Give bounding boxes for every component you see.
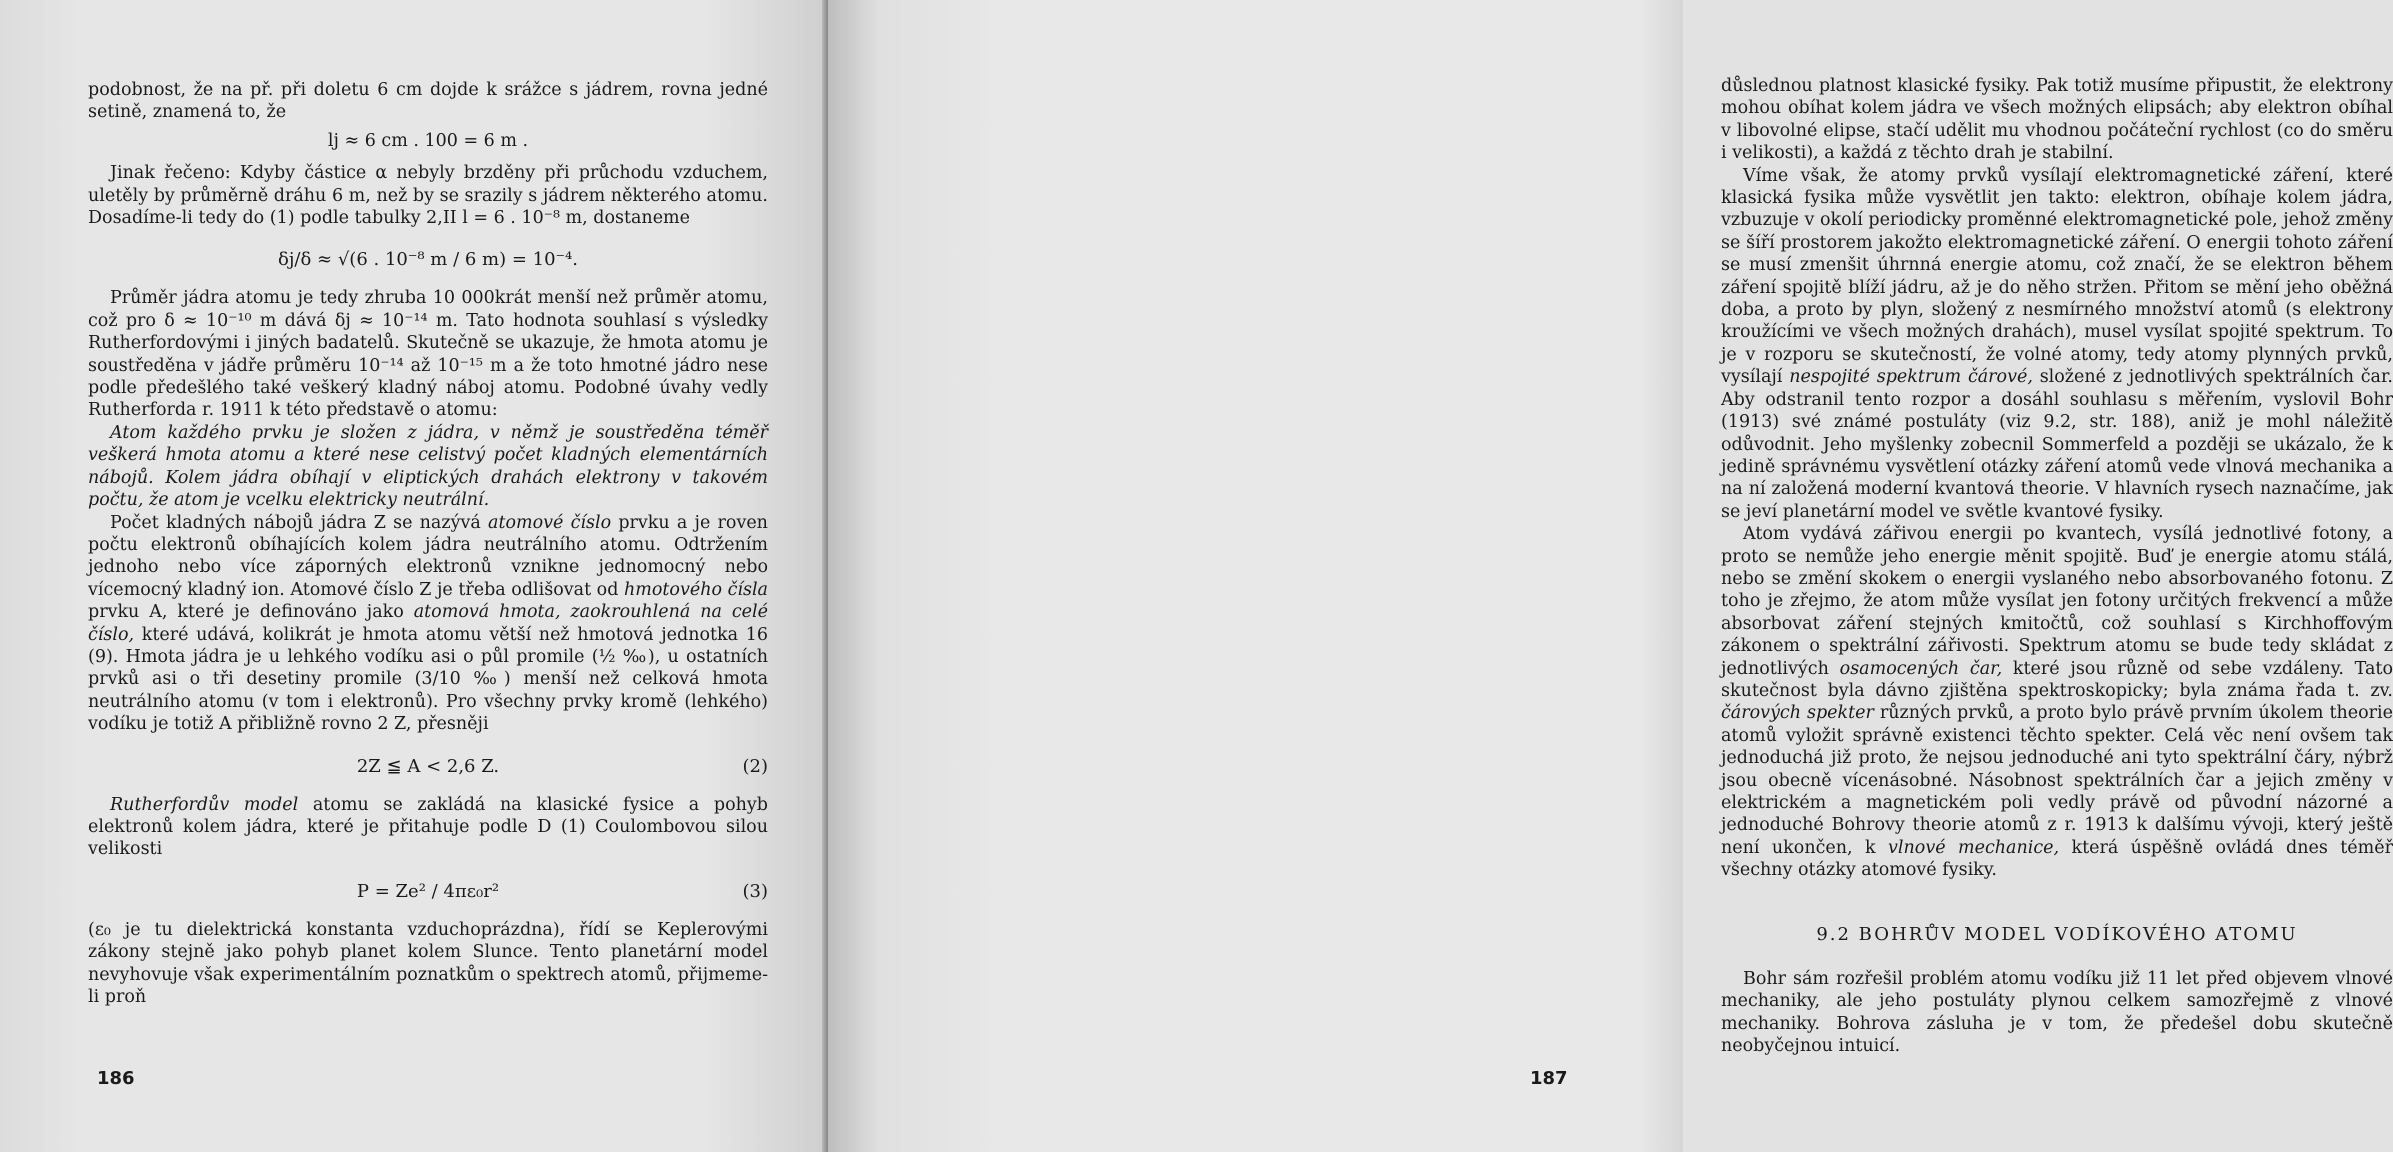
paragraph: důslednou platnost klasické fysiky. Pak totiž musíme připustit, že elektrony mohou obíhat kolem jádra ve všech možných elipsách; aby elektron obíhal v libovolné elipse, stačí udělit mu vhodnou počáteční rychlost (co do směru i velikosti), a každá z těchto drah je stabilní.	[1721, 76, 2393, 164]
text-run: prvku a je roven počtu elektronů obíhajících kolem jádra neutrálního atomu. Odtržením jednoho nebo více záporných elektronů vznikne jednomocný nebo vícemocný kladný ion. Atomové číslo Z je třeba odlišovat od	[88, 512, 768, 600]
left-page-text	[88, 79, 768, 1008]
term-atomic-mass: atomová hmota, zaokrouhlená na celé číslo,	[88, 602, 768, 645]
term-atomic-number: atomové číslo	[488, 512, 612, 533]
paragraph-atomic-number	[88, 512, 768, 736]
paragraph-quanta	[1721, 523, 2393, 882]
italic-definition	[88, 422, 768, 512]
term-line-spectrum: nespojité spektrum čárové,	[1789, 367, 2033, 388]
term-mass-number: hmotového čísla	[624, 579, 768, 600]
paragraph: Bohr sám rozřešil problém atomu vodíku již 11 let před objevem vlnové mechaniky, ale jeho postuláty plynou celkem samozřejmě z vlnové mechaniky. Bohrova zásluha je v tom, že předešel dobu skutečně neobyčejnou intuicí.	[1721, 969, 2393, 1057]
term-wave-mechanics: vlnové mechanice,	[1888, 837, 2060, 858]
right-page-text	[1721, 75, 2393, 1058]
paragraph: (ε₀ je tu dielektrická konstanta vzduchoprázdna), řídí se Keplerovými zákony stejně jako pohyb planet kolem Slunce. Tento planetární model nevyhovuje však experimentálním poznatkům o spektrech atomů, přijmeme-li proň	[88, 919, 768, 1007]
equation-lj: lj ≈ 6 cm . 100 = 6 m .	[327, 130, 529, 151]
paragraph-radiation	[1721, 165, 2393, 524]
italic-text: Atom každého prvku je složen z jádra, v němž je soustředěna téměř veškerá hmota atomu a které nese celistvý počet kladných elementárních nábojů. Kolem jádra obíhají v eliptických drahách elektrony v takovém počtu, že atom je vcelku elektricky neutrální.	[88, 422, 768, 511]
equation-body: 2Z ≦ A < 2,6 Z.	[356, 755, 500, 777]
equation-number: (3)	[742, 880, 768, 902]
right-page	[828, 0, 2393, 1152]
text-run: Atom vydává zářivou energii po kvantech, vysílá jednotlivé fotony, a proto se nemůže jeho energie měnit spojitě. Buď je energie atomu stálá, nebo se změní skokem o energii vyslaného nebo absorbovaného fotonu. Z toho je zřejmo, že atom může vysílat jen fotony určitých frekvencí a může absorbovat záření stejných kmitočtů, což souhlasí s Kirchhoffovým zákonem o spektrální zářivosti. Spektrum atomu se bude tedy skládat z jednotlivých	[1721, 524, 2393, 679]
equation-3	[88, 879, 768, 905]
text-run: atomu se zakládá na klasické fysice a pohyb elektronů kolem jádra, které je přitahuje podle D (1) Coulombovou silou velikosti	[88, 794, 768, 860]
text-run: prvku A, které je definováno jako	[88, 602, 404, 623]
page-number: 186	[97, 1068, 135, 1089]
text-run: Víme však, že atomy prvků vysílají elektromagnetické záření, které klasická fysika může vysvětlit jen takto: elektron, obíhaje kolem jádra, vzbuzuje v okolí periodicky proměnné elektromagnetické pole, jehož změny se šíří prostorem jakožto elektromagnetické záření. O energii tohoto záření se musí zmenšit úhrnná energie atomu, což značí, že se elektron během záření spojitě blíží jádru, až je do něho stržen. Přitom se mění jeho oběžná doba, a proto by plyn, složený z nesmírného množství atomů (s elektrony kroužícími ve všech možných drahách), musel vysílat spojité spektrum. To je v rozporu se skutečností, že volné atomy, tedy atomy plynných prvků, vysílají	[1721, 165, 2393, 388]
text-run: Počet kladných nábojů jádra Z se nazývá	[110, 512, 481, 533]
text-run: různých prvků, a proto bylo právě prvním úkolem theorie atomů vyložit správně existenci těchto spekter. Celá věc není ovšem tak jednoduchá již proto, že nejsou jednoduché ani tyto spektrální čáry, nýbrž jsou obecně vícenásobné. Násobnost spektrálních čar a jejich změny v elektrickém a magnetickém poli vedly právě od původní názorné a jednoduché Bohrovy theorie atomů z r. 1913 k dalšímu vývoji, který ještě není ukončen, k	[1721, 703, 2393, 858]
paragraph: podobnost, že na př. při doletu 6 cm dojde k srážce s jádrem, rovna jedné setině, znamená to, že	[88, 80, 768, 123]
equation-ratio: δj/δ ≈ √(6 . 10⁻⁸ m / 6 m) = 10⁻⁴.	[277, 249, 578, 271]
equation-2	[88, 754, 768, 780]
term-isolated-lines: osamocených čar,	[1839, 658, 2003, 679]
text-run: která úspěšně ovládá dnes téměř všechny otázky atomové fysiky.	[1721, 837, 2393, 881]
equation-number: (2)	[742, 755, 768, 777]
text-run: složené z jednotlivých spektrálních čar. Aby odstranil tento rozpor a dosáhl souhlasu s měřením, vyslovil Bohr (1913) své známé postuláty (viz 9.2, str. 188), aniž je mohl náležitě odůvodnit. Jeho myšlenky zobecnil Sommerfeld a později se ukázalo, že k jedině správnému vysvětlení otázky záření atomů vede vlnová mechanika a na ní založená moderní kvantová theorie. V hlavních rysech naznačíme, jak se jeví planetární model ve světle kvantové fysiky.	[1721, 367, 2393, 522]
paragraph: Jinak řečeno: Kdyby částice α nebyly brzděny při průchodu vzduchem, uletěly by průměrně dráhu 6 m, než by se srazily s jádrem některého atomu. Dosadíme-li tedy do (1) podle tabulky 2,II l = 6 . 10⁻⁸ m, dostaneme	[88, 163, 768, 229]
term-line-spectra: čárových spekter	[1721, 703, 1874, 724]
paragraph: Průměr jádra atomu je tedy zhruba 10 000krát menší než průměr atomu, což pro δ ≈ 10⁻¹⁰ m dává δj ≈ 10⁻¹⁴ m. Tato hodnota souhlasí s výsledky Rutherfordovými i jiných badatelů. Skutečně se ukazuje, že hmota atomu je soustředěna v jádře průměru 10⁻¹⁴ až 10⁻¹⁵ m a že toto hmotné jádro nese podle předešlého také veškerý kladný náboj atomu. Podobné úvahy vedly Rutherforda r. 1911 k této představě o atomu:	[88, 288, 768, 421]
page-number: 187	[1530, 1068, 1568, 1089]
paragraph-rutherford-model	[88, 794, 768, 861]
equation-body: P = Ze² / 4πε₀r²	[356, 880, 500, 902]
section-heading: 9.2 BOHRŮV MODEL VODÍKOVÉHO ATOMU	[1816, 923, 2298, 945]
term-rutherford-model: Rutherfordův model	[110, 794, 299, 815]
text-run: které jsou různě od sebe vzdáleny. Tato skutečnost byla dávno zjištěna spektroskopicky; byla známa řada t. zv.	[1721, 658, 2393, 701]
text-run: které udává, kolikrát je hmota atomu větší než hmotová jednotka 16 (9). Hmota jádra je u lehkého vodíku asi o půl promile (½ ‰), u ostatních prvků asi o tři desetiny promile (3/10 ‰) menší než celková hmota neutrálního atomu (v tom i elektronů). Pro všechny prvky kromě (lehkého) vodíku je totiž A přibližně rovno 2 Z, přesněji	[88, 624, 768, 735]
left-page	[0, 0, 828, 1152]
